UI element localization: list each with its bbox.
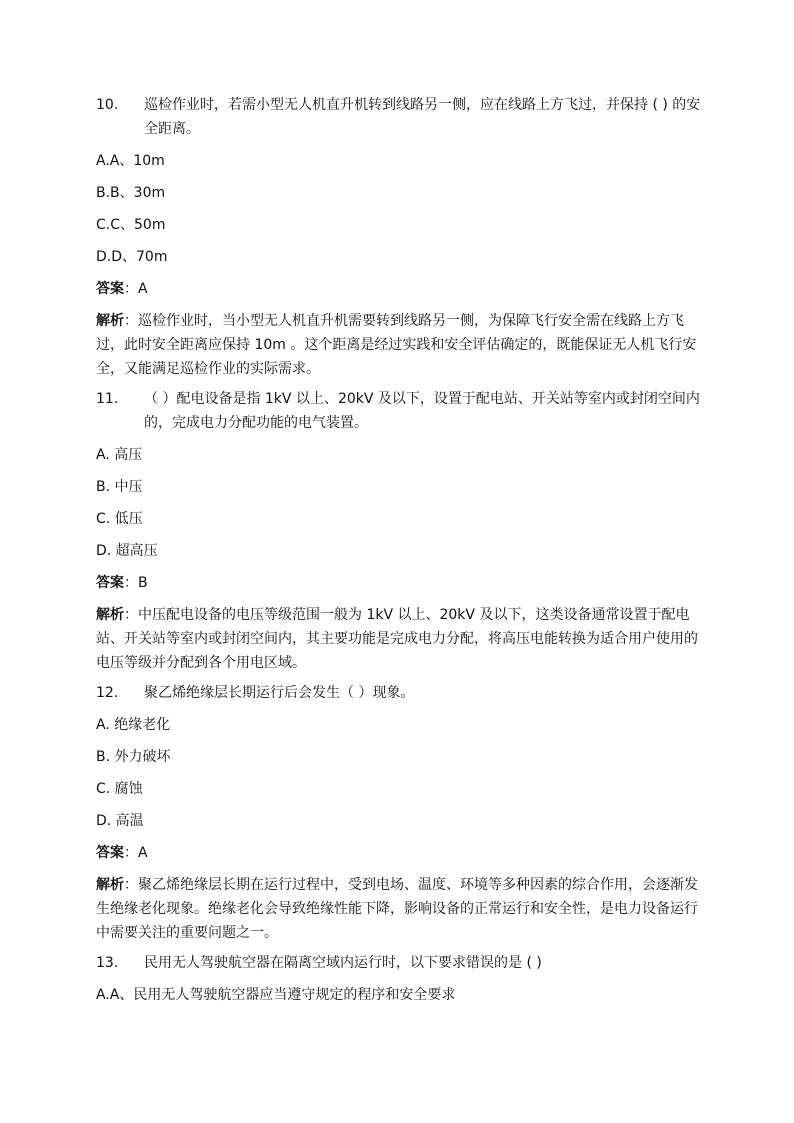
option-b: B.B、30m bbox=[96, 185, 166, 201]
answer-value: ：B bbox=[124, 575, 148, 591]
question-12 bbox=[96, 681, 702, 945]
answer-line bbox=[96, 841, 702, 865]
explanation-text: ：聚乙烯绝缘层长期在运行过程中，受到电场、温度、环境等多种因素的综合作用，会逐渐发生绝缘老化现象。绝缘老化会导致绝缘性能下降，影响设备的正常运行和安全性，是电力设备运行中需要关注的重要问题之一。 bbox=[96, 877, 698, 941]
question-number: 13. bbox=[96, 955, 119, 971]
answer-label: 答案 bbox=[96, 845, 124, 861]
question-number: 11. bbox=[96, 391, 119, 407]
question-row bbox=[96, 681, 702, 705]
option-b: B. 外力破坏 bbox=[96, 749, 171, 765]
option-a: A.A、民用无人驾驶航空器应当遵守规定的程序和安全要求 bbox=[96, 987, 456, 1003]
answer-line bbox=[96, 277, 702, 301]
option-a: A. 高压 bbox=[96, 447, 143, 463]
explanation-label: 解析 bbox=[96, 877, 124, 893]
question-text: 民用无人驾驶航空器在隔离空域内运行时，以下要求错误的是 ( ) bbox=[144, 955, 542, 971]
explanation bbox=[96, 309, 702, 381]
question-text: 聚乙烯绝缘层长期运行后会发生（ ）现象。 bbox=[144, 685, 415, 701]
option-a: A. 绝缘老化 bbox=[96, 717, 171, 733]
option-c: C. 腐蚀 bbox=[96, 781, 143, 797]
answer-value: ：A bbox=[124, 845, 148, 861]
explanation bbox=[96, 603, 702, 675]
option-d: D. 高温 bbox=[96, 813, 144, 829]
answer-line bbox=[96, 571, 702, 595]
explanation-label: 解析 bbox=[96, 607, 124, 623]
question-text: 巡检作业时，若需小型无人机直升机转到线路另一侧，应在线路上方飞过，并保持 ( ) 的安全距离。 bbox=[144, 97, 701, 137]
question-row bbox=[96, 387, 702, 435]
answer-value: ：A bbox=[124, 281, 148, 297]
question-row bbox=[96, 93, 702, 141]
explanation-label: 解析 bbox=[96, 313, 124, 329]
option-c: C. 低压 bbox=[96, 511, 143, 527]
question-row bbox=[96, 951, 702, 975]
explanation-text: ：巡检作业时，当小型无人机直升机需要转到线路另一侧，为保障飞行安全需在线路上方飞过，此时安全距离应保持 10m 。这个距离是经过实践和安全评估确定的，既能保证无人机飞行安全，又能满足巡检作业的实际需求。 bbox=[96, 313, 697, 377]
question-13 bbox=[96, 951, 702, 1007]
question-text: （ ）配电设备是指 1kV 以上、20kV 及以下，设置于配电站、开关站等室内或封闭空间内的，完成电力分配功能的电气装置。 bbox=[144, 391, 700, 431]
explanation bbox=[96, 873, 702, 945]
option-b: B. 中压 bbox=[96, 479, 143, 495]
question-number: 10. bbox=[96, 97, 119, 113]
option-c: C.C、50m bbox=[96, 217, 166, 233]
answer-label: 答案 bbox=[96, 281, 124, 297]
option-d: D.D、70m bbox=[96, 249, 168, 265]
question-10 bbox=[96, 93, 702, 381]
answer-label: 答案 bbox=[96, 575, 124, 591]
page-content bbox=[96, 93, 702, 1007]
option-a: A.A、10m bbox=[96, 153, 165, 169]
question-number: 12. bbox=[96, 685, 119, 701]
explanation-text: ：中压配电设备的电压等级范围一般为 1kV 以上、20kV 及以下，这类设备通常设置于配电站、开关站等室内或封闭空间内，其主要功能是完成电力分配，将高压电能转换为适合用户使用的电压等级并分配到各个用电区域。 bbox=[96, 607, 698, 671]
option-d: D. 超高压 bbox=[96, 543, 158, 559]
question-11 bbox=[96, 387, 702, 675]
